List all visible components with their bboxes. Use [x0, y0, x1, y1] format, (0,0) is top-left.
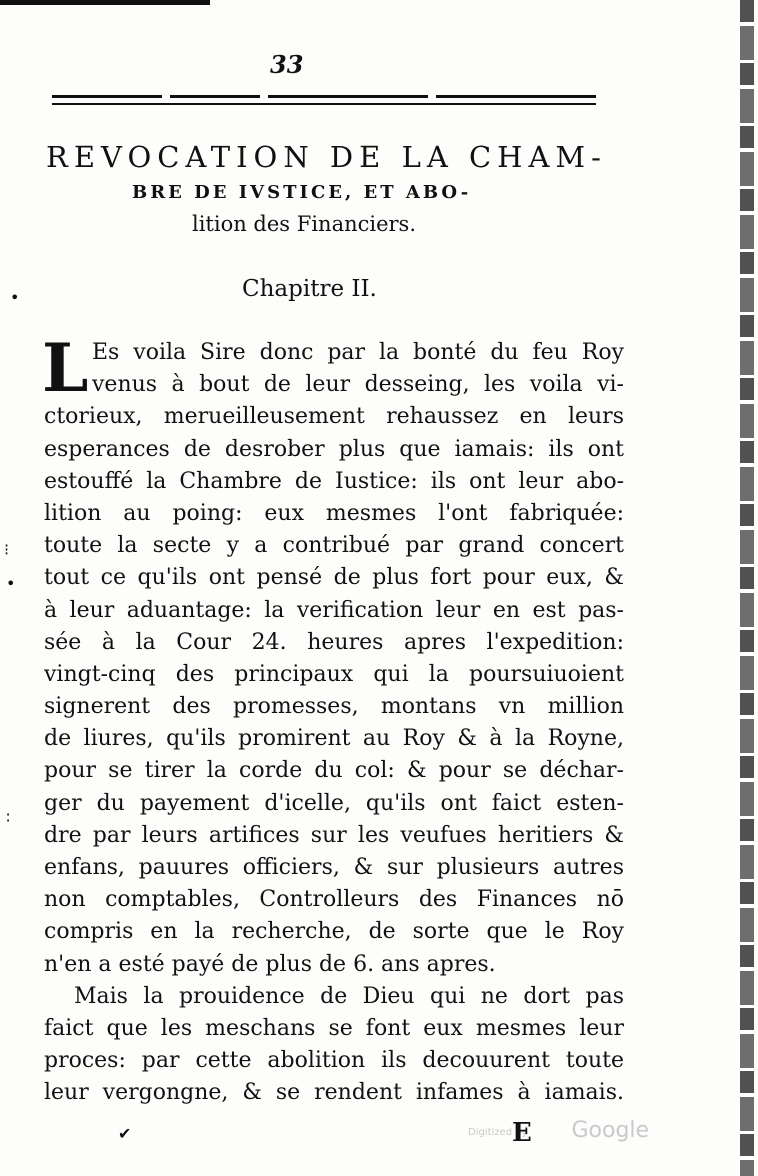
- margin-speck: •: [10, 288, 20, 307]
- header-rule-thin: [52, 103, 596, 105]
- chapter-heading: Chapitre II.: [242, 276, 377, 302]
- text-line: ger du payement d'icelle, qu'ils ont faict esten-: [44, 790, 624, 816]
- scan-watermark: Digitized by Google: [468, 1118, 650, 1143]
- page-edge-shadow: [740, 0, 754, 1176]
- text-line: non comptables, Controlleurs des Finances nō: [44, 887, 624, 913]
- text-line: n'en a esté payé de plus de 6. ans apres.: [44, 951, 496, 977]
- body-text: [42, 329, 624, 1110]
- text-line: Es voila Sire donc par la bonté du feu Roy: [92, 340, 624, 365]
- header-rule-segment: [268, 95, 428, 98]
- text-line: compris en la recherche, de sorte que le Roy: [44, 919, 624, 945]
- heading-subtitle: BRE DE IVSTICE, ET ABO-: [132, 182, 472, 203]
- header-rule-segment: [170, 95, 260, 98]
- drop-capital: L: [42, 329, 89, 407]
- text-line: vingt-cinq des principaux qui la poursuiuoient: [44, 661, 624, 687]
- text-line: proces: par cette abolition ils decouurent toute: [44, 1048, 624, 1074]
- text-line: ctorieux, merueilleusement rehaussez en leurs: [44, 404, 624, 430]
- text-line: sée à la Cour 24. heures apres l'expedition:: [44, 629, 624, 655]
- margin-speck: ⁝: [4, 540, 10, 559]
- text-line: venus à bout de leur desseing, les voila vi-: [92, 372, 624, 398]
- margin-speck: •: [6, 574, 16, 593]
- text-line: esperances de desrober plus que iamais: ils ont: [44, 436, 624, 462]
- text-line: toute la secte y a contribué par grand concert: [44, 533, 624, 559]
- margin-speck: ∶: [6, 808, 11, 827]
- text-line: signerent des promesses, montans vn million: [44, 694, 624, 720]
- text-line: dre par leurs artifices sur les veufues heritiers &: [44, 822, 624, 848]
- page-number: 33: [270, 50, 304, 79]
- text-line: pour se tirer la corde du col: & pour se déchar-: [44, 758, 624, 784]
- heading-title: REVOCATION DE LA CHAM-: [46, 140, 607, 174]
- catchword: E: [512, 1118, 532, 1148]
- margin-speck: ✔: [118, 1124, 132, 1143]
- text-line: lition au poing: eux mesmes l'ont fabriquée:: [44, 500, 624, 526]
- text-line: leur vergongne, & se rendent infames à iamais.: [44, 1080, 624, 1106]
- header-rule-segment: [52, 95, 162, 98]
- text-line: tout ce qu'ils ont pensé de plus fort pour eux, &: [44, 565, 624, 591]
- text-line: à leur aduantage: la verification leur en est pas-: [44, 597, 624, 623]
- text-line: enfans, pauures officiers, & sur plusieurs autres: [44, 855, 624, 880]
- text-line: estouffé la Chambre de Iustice: ils ont leur abo-: [44, 468, 624, 494]
- text-line: de liures, qu'ils promirent au Roy & à la Royne,: [44, 726, 624, 752]
- heading-subtitle-end: lition des Financiers.: [192, 212, 417, 236]
- text-line: faict que les meschans se font eux mesmes leur: [44, 1015, 624, 1041]
- text-line: Mais la prouidence de Dieu qui ne dort pas: [74, 983, 624, 1009]
- header-rule-segment: [436, 95, 596, 98]
- top-edge-line: [0, 0, 210, 5]
